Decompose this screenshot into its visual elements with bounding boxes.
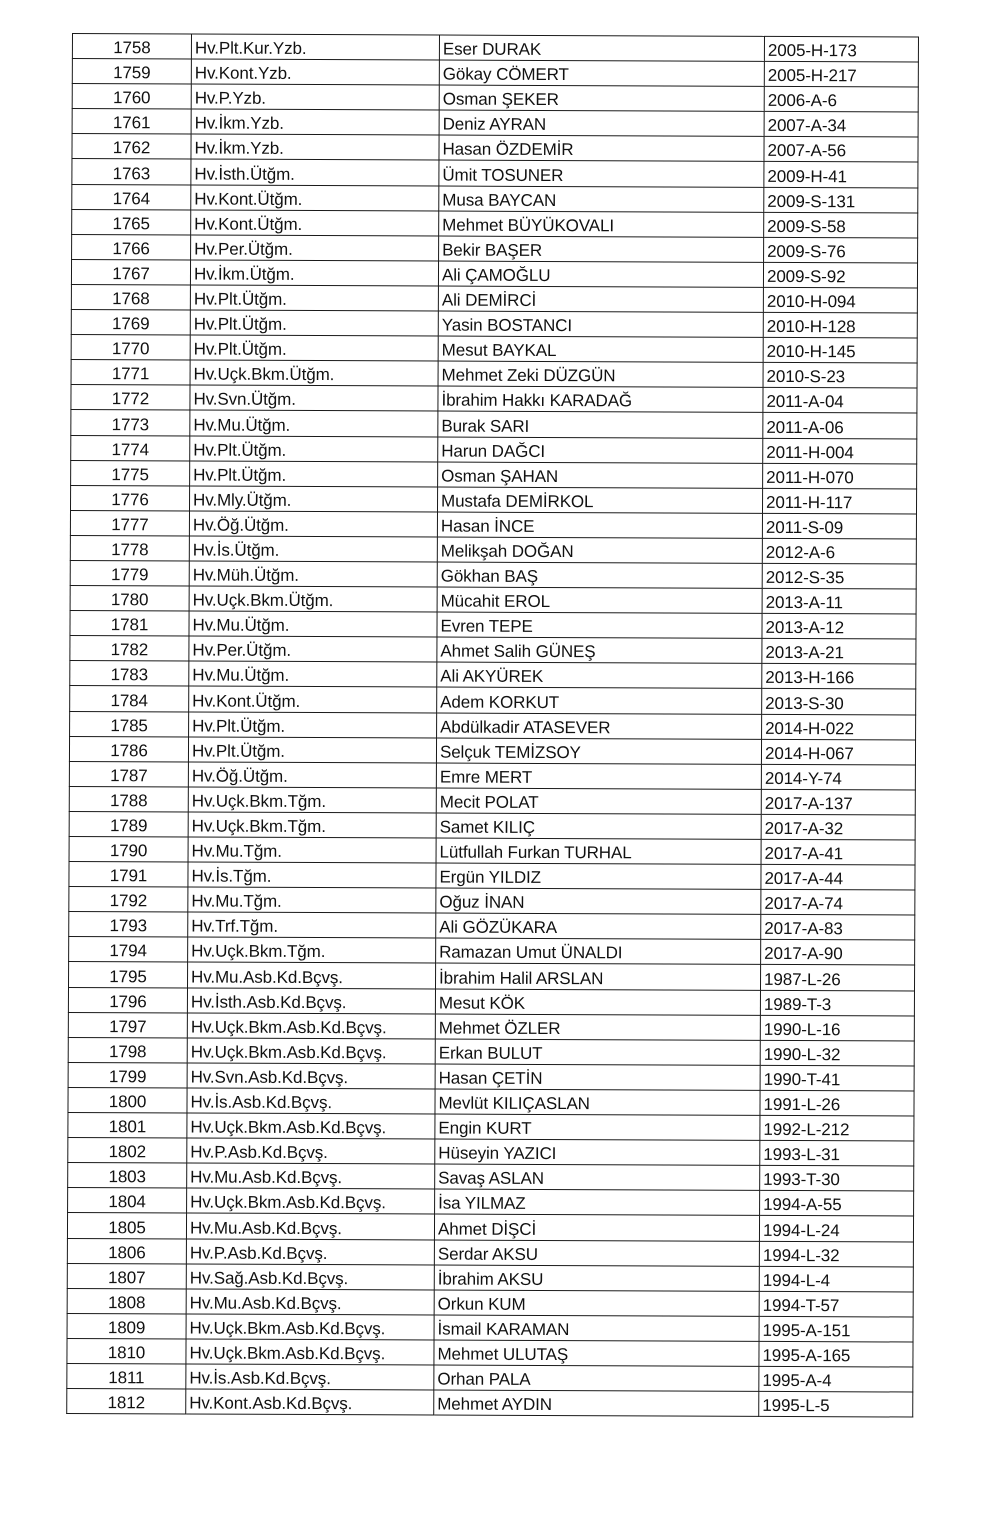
row-number-cell: 1787 [69,761,188,787]
row-number-cell: 1789 [69,811,188,837]
rank-cell: Hv.Kont.Ütğm. [189,686,437,712]
name-cell: Selçuk TEMİZSOY [436,738,761,764]
rank-cell: Hv.Plt.Ütğm. [190,435,438,461]
registry-code-cell: 2014-H-022 [762,714,916,740]
row-number-cell: 1784 [70,686,189,712]
name-cell: Orhan PALA [434,1365,759,1391]
registry-code-cell: 2010-H-128 [763,312,917,338]
rank-cell: Hv.Uçk.Bkm.Asb.Kd.Bçvş. [187,1113,435,1139]
rank-cell: Hv.Per.Ütğm. [189,636,437,662]
rank-cell: Hv.Mu.Asb.Kd.Bçvş. [188,962,436,988]
table-row [71,335,917,364]
table-row [70,560,916,589]
row-number-cell: 1758 [72,34,191,60]
table-row [72,234,918,263]
row-number-cell: 1764 [72,184,191,210]
rank-cell: Hv.P.Yzb. [191,84,439,110]
row-number-cell: 1812 [67,1389,186,1415]
table-row [69,937,915,966]
table-row [71,284,917,313]
rank-cell: Hv.Trf.Tğm. [188,912,436,938]
table-row [69,912,915,941]
row-number-cell: 1782 [70,636,189,662]
table-row [72,209,918,238]
name-cell: Savaş ASLAN [435,1164,760,1190]
rank-cell: Hv.P.Asb.Kd.Bçvş. [186,1238,434,1264]
registry-code-cell: 1990-L-32 [760,1040,914,1066]
row-number-cell: 1811 [67,1363,186,1389]
registry-code-cell: 2011-A-06 [763,413,917,439]
row-number-cell: 1781 [70,611,189,637]
rank-cell: Hv.Uçk.Bkm.Tğm. [188,812,436,838]
table-row [71,259,917,288]
rank-cell: Hv.Uçk.Bkm.Asb.Kd.Bçvş. [186,1339,434,1365]
table-row [70,611,916,640]
registry-code-cell: 2012-S-35 [762,563,916,589]
table-row [69,736,915,765]
row-number-cell: 1772 [71,385,190,411]
row-number-cell: 1791 [69,862,188,888]
registry-code-cell: 2011-H-004 [763,438,917,464]
row-number-cell: 1801 [68,1113,187,1139]
row-number-cell: 1779 [70,560,189,586]
registry-code-cell: 1995-A-151 [759,1316,913,1342]
registry-code-cell: 2011-S-09 [762,513,916,539]
rank-cell: Hv.Svn.Ütğm. [190,385,438,411]
registry-code-cell: 1990-T-41 [760,1065,914,1091]
name-cell: Eser DURAK [439,35,764,61]
rank-cell: Hv.Plt.Ütğm. [189,712,437,738]
rank-cell: Hv.Kont.Ütğm. [191,185,439,211]
table-row [71,360,917,389]
table-row [67,1363,913,1392]
rank-cell: Hv.Öğ.Ütğm. [189,511,437,537]
rank-cell: Hv.Mly.Ütğm. [189,486,437,512]
registry-code-cell: 2005-H-217 [764,61,918,87]
rank-cell: Hv.İs.Asb.Kd.Bçvş. [186,1364,434,1390]
rank-cell: Hv.Uçk.Bkm.Tğm. [188,787,436,813]
row-number-cell: 1759 [72,59,191,85]
registry-code-cell: 2017-A-137 [761,789,915,815]
name-cell: Ali AKYÜREK [437,662,762,688]
row-number-cell: 1796 [68,987,187,1013]
table-row [72,134,918,163]
rank-cell: Hv.Kont.Yzb. [191,59,439,85]
registry-code-cell: 1995-L-5 [759,1391,913,1417]
rank-cell: Hv.Uçk.Bkm.Tğm. [188,937,436,963]
row-number-cell: 1807 [67,1263,186,1289]
row-number-cell: 1765 [72,209,191,235]
rank-cell: Hv.Uçk.Bkm.Asb.Kd.Bçvş. [186,1314,434,1340]
rank-cell: Hv.Kont.Asb.Kd.Bçvş. [186,1389,434,1415]
name-cell: Ahmet DİŞCİ [434,1214,759,1240]
table-row [72,109,918,138]
name-cell: Burak SARI [438,411,763,437]
name-cell: Ramazan Umut ÜNALDI [436,938,761,964]
rank-cell: Hv.İkm.Ütğm. [190,260,438,286]
table-row [71,410,917,439]
row-number-cell: 1777 [70,510,189,536]
rank-cell: Hv.Mu.Asb.Kd.Bçvş. [186,1213,434,1239]
row-number-cell: 1800 [68,1087,187,1113]
table-row [71,310,917,339]
registry-code-cell: 2017-A-44 [761,864,915,890]
name-cell: Ali ÇAMOĞLU [438,261,763,287]
rank-cell: Hv.Uçk.Bkm.Ütğm. [190,360,438,386]
table-row [68,987,914,1016]
row-number-cell: 1799 [68,1062,187,1088]
registry-code-cell: 2009-S-58 [764,212,918,238]
row-number-cell: 1802 [68,1138,187,1164]
row-number-cell: 1766 [72,234,191,260]
name-cell: İsa YILMAZ [435,1189,760,1215]
row-number-cell: 1810 [67,1338,186,1364]
table-row [68,1188,914,1217]
name-cell: Engin KURT [435,1114,760,1140]
row-number-cell: 1783 [70,661,189,687]
table-row [68,1113,914,1142]
row-number-cell: 1767 [71,259,190,285]
row-number-cell: 1760 [72,84,191,110]
registry-code-cell: 2010-S-23 [763,363,917,389]
rank-cell: Hv.Plt.Ütğm. [190,461,438,487]
name-cell: Deniz AYRAN [439,110,764,136]
row-number-cell: 1785 [70,711,189,737]
rank-cell: Hv.İkm.Yzb. [191,109,439,135]
table-row [67,1263,913,1292]
registry-code-cell: 2010-H-094 [763,287,917,313]
name-cell: Hasan İNCE [437,512,762,538]
rank-cell: Hv.Per.Ütğm. [191,235,439,261]
name-cell: Adem KORKUT [437,687,762,713]
rank-cell: Hv.Plt.Ütğm. [190,335,438,361]
rank-cell: Hv.Uçk.Bkm.Asb.Kd.Bçvş. [187,1188,435,1214]
row-number-cell: 1797 [68,1012,187,1038]
table-row [70,586,916,615]
row-number-cell: 1770 [71,335,190,361]
name-cell: İbrahim Halil ARSLAN [436,964,761,990]
rank-cell: Hv.Mu.Ütğm. [189,661,437,687]
registry-code-cell: 1993-L-31 [760,1141,914,1167]
name-cell: Abdülkadir ATASEVER [437,713,762,739]
table-row [68,1087,914,1116]
row-number-cell: 1761 [72,109,191,135]
registry-code-cell: 1995-A-165 [759,1341,913,1367]
name-cell: Erkan BULUT [435,1039,760,1065]
rank-cell: Hv.Kont.Ütğm. [191,210,439,236]
registry-code-cell: 2010-H-145 [763,338,917,364]
rank-cell: Hv.Mu.Tğm. [188,887,436,913]
name-cell: Mehmet ÖZLER [435,1014,760,1040]
registry-code-cell: 1989-T-3 [760,990,914,1016]
registry-code-cell: 1990-L-16 [760,1015,914,1041]
table-row [70,686,916,715]
name-cell: İsmail KARAMAN [434,1315,759,1341]
registry-code-cell: 2014-H-067 [761,739,915,765]
registry-code-cell: 2009-S-92 [763,262,917,288]
registry-code-cell: 2013-A-11 [762,588,916,614]
registry-code-cell: 1995-A-4 [759,1366,913,1392]
row-number-cell: 1780 [70,586,189,612]
row-number-cell: 1804 [68,1188,187,1214]
row-number-cell: 1768 [71,284,190,310]
registry-code-cell: 2014-Y-74 [761,764,915,790]
table-row [70,661,916,690]
table-row [69,811,915,840]
name-cell: Ahmet Salih GÜNEŞ [437,637,762,663]
row-number-cell: 1790 [69,836,188,862]
name-cell: Lütfullah Furkan TURHAL [436,838,761,864]
row-number-cell: 1763 [72,159,191,185]
registry-code-cell: 1994-L-24 [759,1216,913,1242]
row-number-cell: 1774 [71,435,190,461]
name-cell: Ali DEMİRCİ [438,286,763,312]
rank-cell: Hv.Plt.Ütğm. [190,310,438,336]
table-row [72,34,918,63]
table-row [69,786,915,815]
table-row [67,1313,913,1342]
name-cell: İbrahim AKSU [434,1265,759,1291]
registry-code-cell: 2009-S-131 [764,187,918,213]
name-cell: Bekir BAŞER [439,236,764,262]
rank-cell: Hv.Mu.Ütğm. [189,611,437,637]
table-row [70,636,916,665]
rank-cell: Hv.Öğ.Ütğm. [188,762,436,788]
row-number-cell: 1771 [71,360,190,386]
name-cell: Mecit POLAT [436,788,761,814]
registry-code-cell: 1987-L-26 [760,965,914,991]
table-row [68,1163,914,1192]
registry-code-cell: 2011-H-070 [763,463,917,489]
row-number-cell: 1793 [69,912,188,938]
rank-cell: Hv.Mu.Asb.Kd.Bçvş. [187,1163,435,1189]
registry-code-cell: 2013-A-21 [762,639,916,665]
row-number-cell: 1786 [69,736,188,762]
table-row [72,84,918,113]
table-row [68,1037,914,1066]
name-cell: Hüseyin YAZICI [435,1139,760,1165]
registry-code-cell: 1994-T-57 [759,1291,913,1317]
name-cell: Hasan ÖZDEMİR [439,135,764,161]
registry-code-cell: 2017-A-41 [761,839,915,865]
name-cell: Osman ŞEKER [439,85,764,111]
registry-code-cell: 2011-A-04 [763,388,917,414]
row-number-cell: 1778 [70,535,189,561]
table-row [67,1338,913,1367]
row-number-cell: 1803 [68,1163,187,1189]
personnel-list-page [66,33,918,1418]
name-cell: Mehmet ULUTAŞ [434,1340,759,1366]
registry-code-cell: 2009-S-76 [764,237,918,263]
registry-code-cell: 2017-A-90 [761,940,915,966]
rank-cell: Hv.İs.Tğm. [188,862,436,888]
table-row [68,1138,914,1167]
registry-code-cell: 2013-H-166 [762,664,916,690]
row-number-cell: 1795 [69,962,188,988]
name-cell: Osman ŞAHAN [438,462,763,488]
row-number-cell: 1788 [69,786,188,812]
table-row [71,485,917,514]
name-cell: Emre MERT [436,763,761,789]
name-cell: Mücahit EROL [437,587,762,613]
name-cell: Gökhan BAŞ [437,562,762,588]
table-row [67,1213,913,1242]
registry-code-cell: 1994-A-55 [760,1191,914,1217]
registry-code-cell: 2017-A-83 [761,915,915,941]
table-row [69,836,915,865]
row-number-cell: 1776 [71,485,190,511]
rank-cell: Hv.Plt.Kur.Yzb. [191,34,439,60]
name-cell: Mevlüt KILIÇASLAN [435,1089,760,1115]
name-cell: Mehmet AYDIN [434,1390,759,1416]
row-number-cell: 1773 [71,410,190,436]
rank-cell: Hv.İkm.Yzb. [191,134,439,160]
table-row [72,184,918,213]
name-cell: Ümit TOSUNER [439,161,764,187]
registry-code-cell: 2007-A-56 [764,137,918,163]
registry-code-cell: 1994-L-32 [759,1241,913,1267]
name-cell: Harun DAĞCI [438,437,763,463]
rank-cell: Hv.Uçk.Bkm.Asb.Kd.Bçvş. [187,1038,435,1064]
registry-code-cell: 2011-H-117 [762,488,916,514]
rank-cell: Hv.İs.Asb.Kd.Bçvş. [187,1088,435,1114]
row-number-cell: 1798 [68,1037,187,1063]
name-cell: Gökay CÖMERT [439,60,764,86]
rank-cell: Hv.Sağ.Asb.Kd.Bçvş. [186,1264,434,1290]
table-row [69,887,915,916]
registry-code-cell: 2017-A-32 [761,814,915,840]
table-row [70,510,916,539]
registry-code-cell: 2006-A-6 [764,87,918,113]
table-row [67,1389,913,1418]
name-cell: Mehmet Zeki DÜZGÜN [438,361,763,387]
rank-cell: Hv.Uçk.Bkm.Asb.Kd.Bçvş. [187,1013,435,1039]
rank-cell: Hv.P.Asb.Kd.Bçvş. [187,1138,435,1164]
rank-cell: Hv.İs.Ütğm. [189,536,437,562]
name-cell: Mesut KÖK [435,989,760,1015]
rank-cell: Hv.Uçk.Bkm.Ütğm. [189,586,437,612]
row-number-cell: 1794 [69,937,188,963]
registry-code-cell: 2007-A-34 [764,112,918,138]
table-row [67,1238,913,1267]
row-number-cell: 1769 [71,310,190,336]
name-cell: Evren TEPE [437,612,762,638]
table-row [67,1288,913,1317]
name-cell: Samet KILIÇ [436,813,761,839]
registry-code-cell: 1991-L-26 [760,1090,914,1116]
row-number-cell: 1808 [67,1288,186,1314]
name-cell: Ali GÖZÜKARA [436,913,761,939]
table-row [68,1062,914,1091]
registry-code-cell: 1994-L-4 [759,1266,913,1292]
rank-cell: Hv.Mu.Tğm. [188,837,436,863]
personnel-table-body [67,34,919,1418]
table-row [69,761,915,790]
rank-cell: Hv.Mu.Asb.Kd.Bçvş. [186,1289,434,1315]
name-cell: Melikşah DOĞAN [437,537,762,563]
registry-code-cell: 2013-A-12 [762,614,916,640]
name-cell: Hasan ÇETİN [435,1064,760,1090]
table-row [68,1012,914,1041]
table-row [69,962,915,991]
table-row [69,862,915,891]
row-number-cell: 1806 [67,1238,186,1264]
name-cell: Oğuz İNAN [436,888,761,914]
table-row [70,711,916,740]
rank-cell: Hv.İsth.Asb.Kd.Bçvş. [187,988,435,1014]
name-cell: Mesut BAYKAL [438,336,763,362]
table-row [71,460,917,489]
rank-cell: Hv.Mu.Ütğm. [190,410,438,436]
table-row [72,159,918,188]
rank-cell: Hv.Svn.Asb.Kd.Bçvş. [187,1063,435,1089]
personnel-table [66,33,919,1418]
rank-cell: Hv.Plt.Ütğm. [188,737,436,763]
name-cell: İbrahim Hakkı KARADAĞ [438,386,763,412]
name-cell: Ergün YILDIZ [436,863,761,889]
rank-cell: Hv.Plt.Ütğm. [190,285,438,311]
registry-code-cell: 2013-S-30 [762,689,916,715]
table-row [71,435,917,464]
name-cell: Yasin BOSTANCI [438,311,763,337]
registry-code-cell: 2012-A-6 [762,538,916,564]
row-number-cell: 1805 [67,1213,186,1239]
row-number-cell: 1762 [72,134,191,160]
row-number-cell: 1809 [67,1313,186,1339]
rank-cell: Hv.İsth.Ütğm. [191,159,439,185]
name-cell: Serdar AKSU [434,1240,759,1266]
registry-code-cell: 2009-H-41 [764,162,918,188]
table-row [70,535,916,564]
row-number-cell: 1792 [69,887,188,913]
registry-code-cell: 1993-T-30 [760,1166,914,1192]
rank-cell: Hv.Müh.Ütğm. [189,561,437,587]
name-cell: Mehmet BÜYÜKOVALI [439,211,764,237]
registry-code-cell: 2005-H-173 [764,36,918,62]
registry-code-cell: 2017-A-74 [761,890,915,916]
name-cell: Musa BAYCAN [439,186,764,212]
name-cell: Orkun KUM [434,1290,759,1316]
table-row [72,59,918,88]
registry-code-cell: 1992-L-212 [760,1115,914,1141]
table-row [71,385,917,414]
row-number-cell: 1775 [71,460,190,486]
name-cell: Mustafa DEMİRKOL [437,487,762,513]
